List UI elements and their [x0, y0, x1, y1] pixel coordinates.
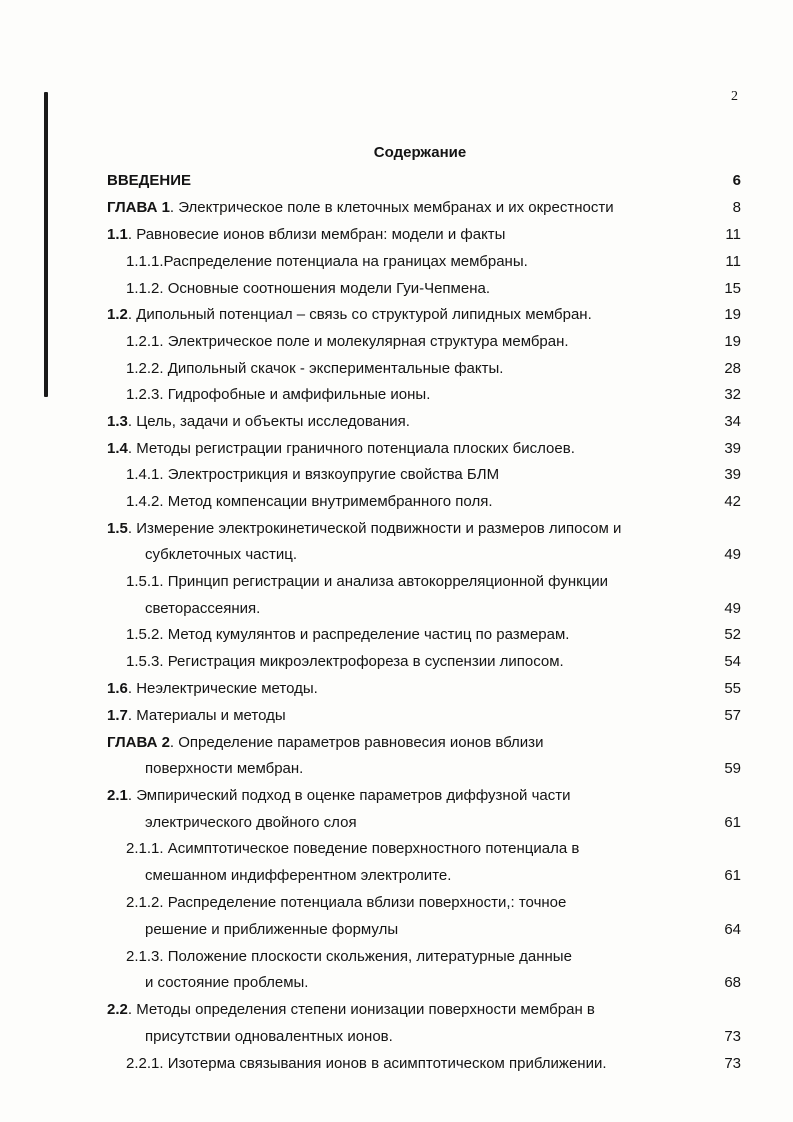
- toc-page: 6: [732, 172, 741, 189]
- toc-entry[interactable]: 1.4.2. Метод компенсации внутримембранного поля. 42: [0, 490, 793, 514]
- toc-entry[interactable]: 1.2.3. Гидрофобные и амфифильные ионы. 32: [0, 383, 793, 407]
- toc-page: 55: [724, 680, 741, 697]
- toc-entry[interactable]: 1.4. Методы регистрации граничного потенциала плоских бислоев. 39: [0, 437, 793, 461]
- toc-page: 15: [724, 280, 741, 297]
- toc-page: 39: [724, 466, 741, 483]
- toc-page: 68: [724, 974, 741, 991]
- toc-page: 19: [724, 333, 741, 350]
- toc-page: 64: [724, 921, 741, 938]
- toc-entry-continuation[interactable]: светорассеяния. 49: [0, 597, 793, 621]
- toc-page: 19: [724, 306, 741, 323]
- toc-entry[interactable]: 1.7. Материалы и методы 57: [0, 704, 793, 728]
- toc-page: 34: [724, 413, 741, 430]
- toc-page: 39: [724, 440, 741, 457]
- page-number: 2: [731, 89, 738, 104]
- toc-page: 11: [725, 226, 741, 243]
- toc-page: 42: [724, 493, 741, 510]
- toc-page: 49: [724, 600, 741, 617]
- toc-page: 52: [724, 626, 741, 643]
- toc-entry[interactable]: 1.2. Дипольный потенциал – связь со структурой липидных мембран. 19: [0, 303, 793, 327]
- toc-page: 32: [724, 386, 741, 403]
- toc-page: 59: [724, 760, 741, 777]
- toc-entry-continuation[interactable]: смешанном индифферентном электролите. 61: [0, 864, 793, 888]
- toc-entry[interactable]: 1.1.2. Основные соотношения модели Гуи-Чепмена. 15: [0, 277, 793, 301]
- toc-entry[interactable]: 1.2.2. Дипольный скачок - экспериментальные факты. 28: [0, 357, 793, 381]
- toc-page: 61: [724, 867, 741, 884]
- toc-entry-continuation[interactable]: и состояние проблемы. 68: [0, 971, 793, 995]
- toc-entry-continuation[interactable]: электрического двойного слоя 61: [0, 811, 793, 835]
- toc-entry[interactable]: 1.1. Равновесие ионов вблизи мембран: модели и факты 11: [0, 223, 793, 247]
- toc-page: 8: [732, 199, 741, 216]
- toc-entry[interactable]: 1.1.1.Распределение потенциала на границах мембраны. 11: [0, 250, 793, 274]
- toc-entry[interactable]: 1.3. Цель, задачи и объекты исследования. 34: [0, 410, 793, 434]
- toc-entry[interactable]: 2.1. Эмпирический подход в оценке параметров диффузной части: [107, 787, 571, 804]
- toc-page: 73: [724, 1055, 741, 1072]
- toc-entry[interactable]: ВВЕДЕНИЕ 6: [0, 169, 793, 193]
- toc-page: 57: [724, 707, 741, 724]
- toc-entry-continuation[interactable]: поверхности мембран. 59: [0, 757, 793, 781]
- toc-entry[interactable]: 2.1.1. Асимптотическое поведение поверхностного потенциала в: [126, 840, 580, 857]
- page-title: Содержание: [373, 144, 467, 161]
- toc-page: 11: [725, 253, 741, 270]
- toc-entry[interactable]: 2.2.1. Изотерма связывания ионов в асимптотическом приближении. 73: [0, 1052, 793, 1076]
- toc-page: 61: [724, 814, 741, 831]
- toc-entry[interactable]: 2.1.2. Распределение потенциала вблизи поверхности,: точное: [126, 894, 567, 911]
- toc-page: 28: [724, 360, 741, 377]
- toc-page: 54: [724, 653, 741, 670]
- toc-page: 49: [724, 546, 741, 563]
- toc-entry[interactable]: ГЛАВА 2. Определение параметров равновесия ионов вблизи: [107, 734, 544, 751]
- toc-entry[interactable]: 2.1.3. Положение плоскости скольжения, литературные данные: [126, 948, 572, 965]
- toc-entry[interactable]: 1.5.3. Регистрация микроэлектрофореза в суспензии липосом. 54: [0, 650, 793, 674]
- toc-entry[interactable]: 1.5.2. Метод кумулянтов и распределение частиц по размерам. 52: [0, 623, 793, 647]
- toc-entry[interactable]: 1.2.1. Электрическое поле и молекулярная структура мембран. 19: [0, 330, 793, 354]
- toc-entry[interactable]: 1.6. Неэлектрические методы. 55: [0, 677, 793, 701]
- toc-page: 73: [724, 1028, 741, 1045]
- toc-entry[interactable]: 1.5.1. Принцип регистрации и анализа автокорреляционной функции: [126, 573, 609, 590]
- toc-entry[interactable]: 2.2. Методы определения степени ионизации поверхности мембран в: [107, 1001, 595, 1018]
- toc-entry[interactable]: 1.5. Измерение электрокинетической подвижности и размеров липосом и: [107, 520, 622, 537]
- toc-entry[interactable]: 1.4.1. Электрострикция и вязкоупругие свойства БЛМ 39: [0, 463, 793, 487]
- toc-entry[interactable]: ГЛАВА 1. Электрическое поле в клеточных мембранах и их окрестности 8: [0, 196, 793, 220]
- toc-entry-continuation[interactable]: субклеточных частиц. 49: [0, 543, 793, 567]
- toc-entry-continuation[interactable]: решение и приближенные формулы 64: [0, 918, 793, 942]
- toc-entry-continuation[interactable]: присутствии одновалентных ионов. 73: [0, 1025, 793, 1049]
